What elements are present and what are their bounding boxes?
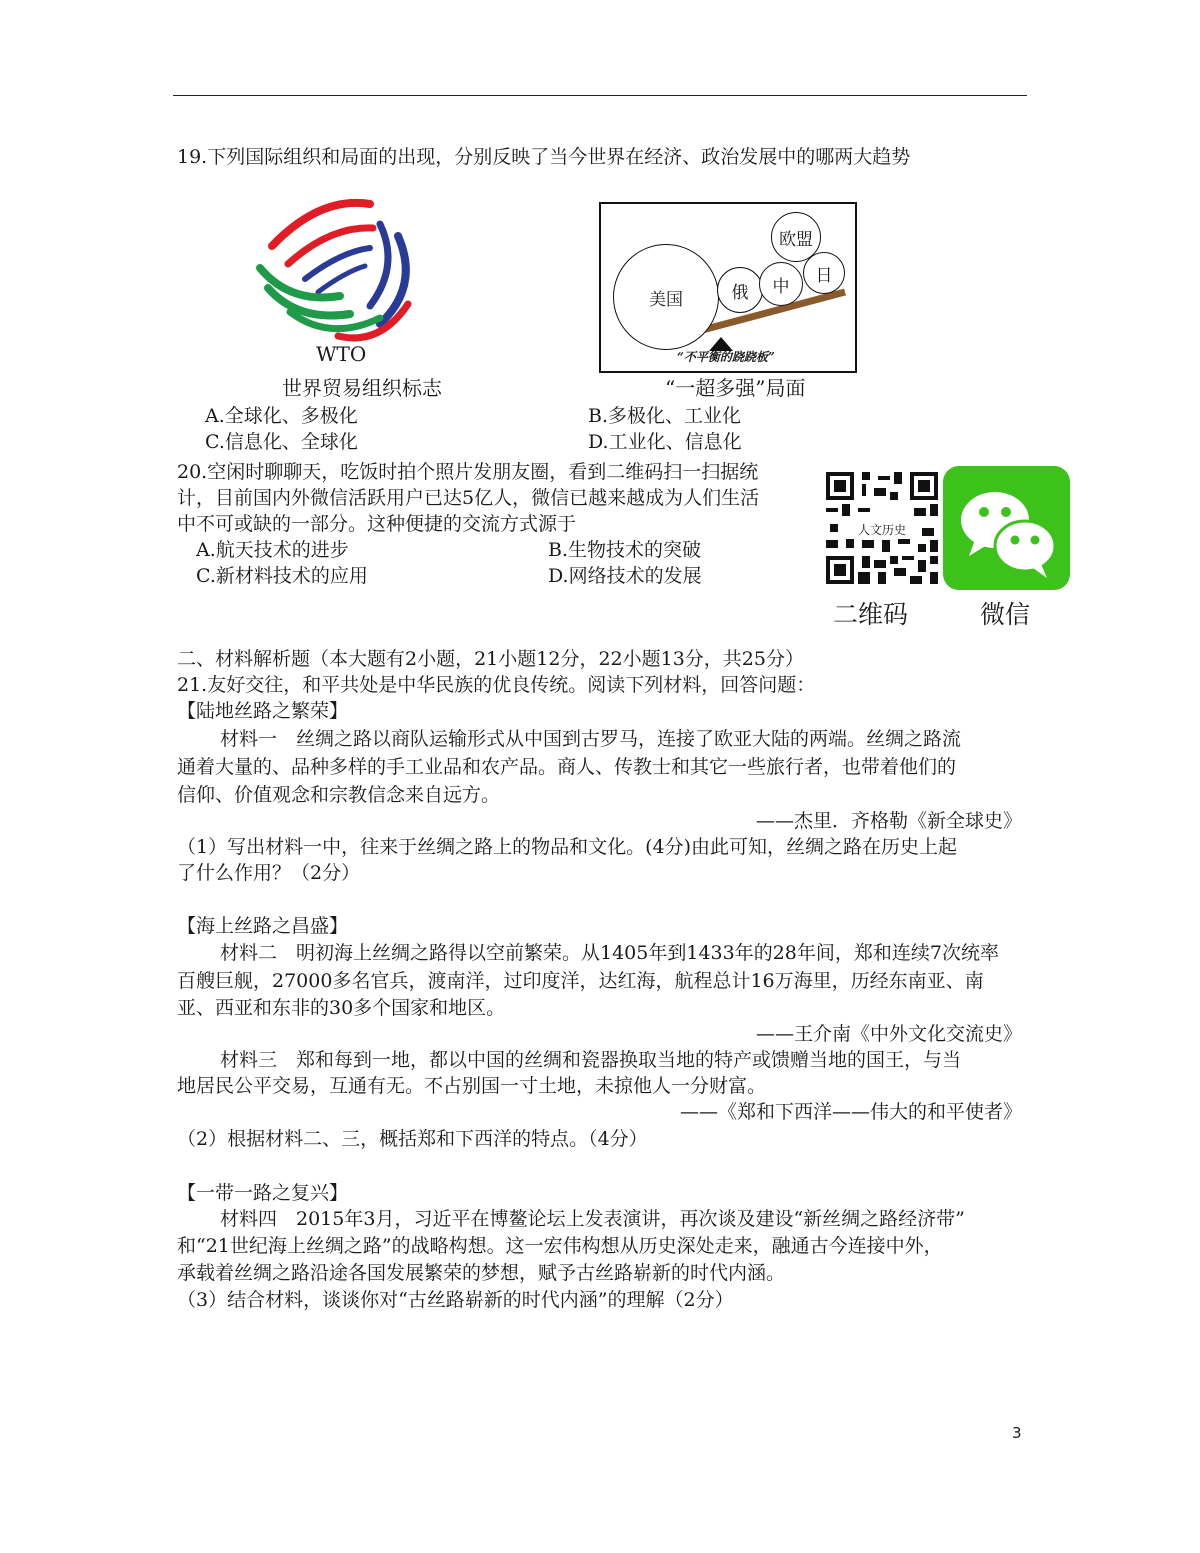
wechat-caption: 微信 — [980, 600, 1031, 629]
q19-option-c: C.信息化、全球化 — [205, 431, 358, 453]
material2-line2: 百艘巨舰，27000多名官兵，渡南洋，过印度洋，达红海，航程总计16万海里，历经东南亚、南 — [177, 970, 984, 992]
circle-china: 中 — [759, 262, 803, 306]
material2-line3: 亚、西亚和东非的30多个国家和地区。 — [177, 997, 506, 1019]
q21-sub1-line1: （1）写出材料一中，往来于丝绸之路上的物品和文化。(4分)由此可知，丝绸之路在历史上起 — [177, 836, 958, 858]
material3-line2: 地居民公平交易，互通有无。不占别国一寸土地，未掠他人一分财富。 — [177, 1075, 767, 1097]
wto-arc-blue-3 — [370, 224, 388, 306]
material2-source: ——王介南《中外文化交流史》 — [755, 1023, 1022, 1045]
wto-logo-text: WTO — [316, 342, 367, 366]
q21-stem: 21.友好交往，和平共处是中华民族的优良传统。阅读下列材料，回答问题： — [177, 674, 816, 696]
wechat-logo-icon — [943, 466, 1070, 590]
material1-line2: 通着大量的、品种多样的手工业品和农产品。商人、传教士和其它一些旅行者，也带着他们的 — [177, 756, 957, 778]
part2-title: 【海上丝路之昌盛】 — [177, 915, 349, 937]
material1-line1: 材料一 丝绸之路以商队运输形式从中国到古罗马，连接了欧亚大陆的两端。丝绸之路流 — [220, 728, 962, 750]
material4-line3: 承载着丝绸之路沿途各国发展繁荣的梦想，赋予古丝路崭新的时代内涵。 — [177, 1262, 786, 1284]
q20-option-d: D.网络技术的发展 — [548, 565, 702, 587]
q19-option-d: D.工业化、信息化 — [588, 431, 742, 453]
header-rule — [173, 95, 1027, 96]
page-number: 3 — [1012, 1424, 1022, 1442]
q20-stem-line2: 计，目前国内外微信活跃用户已达5亿人，微信已越来越成为人们生活 — [177, 487, 760, 509]
q20-option-b: B.生物技术的突破 — [548, 539, 702, 561]
wto-caption: 世界贸易组织标志 — [282, 376, 442, 400]
material4-line2: 和“21世纪海上丝绸之路”的战略构想。这一宏伟构想从历史深处走来，融通古今连接中外， — [177, 1235, 943, 1257]
wto-arc-green-2 — [268, 288, 350, 316]
q20-option-a: A.航天技术的进步 — [196, 539, 349, 561]
wechat-bubbles-icon — [943, 466, 1070, 590]
seesaw-figure — [599, 202, 857, 373]
wto-arc-red-2 — [288, 228, 373, 264]
material3-line1: 材料三 郑和每到一地，都以中国的丝绸和瓷器换取当地的特产或馈赠当地的国王，与当 — [220, 1049, 962, 1071]
material2-line1: 材料二 明初海上丝绸之路得以空前繁荣。从1405年到1433年的28年间，郑和连续7次统率 — [220, 942, 999, 964]
qr-tag-label: 人文历史 — [843, 521, 921, 539]
wto-arc-blue-2 — [318, 266, 365, 292]
circle-eu: 欧盟 — [771, 212, 821, 262]
section2-heading: 二、材料解析题（本大题有2小题，21小题12分，22小题13分，共25分） — [177, 648, 804, 670]
q21-sub3: （3）结合材料，谈谈你对“古丝路崭新的时代内涵”的理解（2分） — [177, 1289, 734, 1311]
material3-source: ——《郑和下西洋——伟大的和平使者》 — [679, 1101, 1022, 1123]
q20-option-c: C.新材料技术的应用 — [196, 565, 368, 587]
circle-usa: 美国 — [613, 244, 719, 350]
q19-stem: 19.下列国际组织和局面的出现，分别反映了当今世界在经济、政治发展中的哪两大趋势 — [177, 146, 911, 168]
material4-line1: 材料四 2015年3月，习近平在博鳌论坛上发表演讲，再次谈及建设“新丝绸之路经济带” — [220, 1208, 965, 1230]
q20-stem-line3: 中不可或缺的一部分。这种便捷的交流方式源于 — [177, 513, 577, 535]
seesaw-label: “不平衡的跷跷板” — [677, 350, 775, 364]
q19-option-a: A.全球化、多极化 — [205, 405, 358, 427]
material1-source: ——杰里．齐格勒《新全球史》 — [755, 810, 1022, 832]
material1-line3: 信仰、价值观念和宗教信念来自远方。 — [177, 784, 501, 806]
qr-caption: 二维码 — [833, 600, 909, 629]
seesaw-caption: “一超多强”局面 — [665, 376, 806, 400]
part1-title: 【陆地丝路之繁荣】 — [177, 700, 349, 722]
q21-sub2: （2）根据材料二、三，概括郑和下西洋的特点。（4分） — [177, 1128, 648, 1150]
q21-sub1-line2: 了什么作用？（2分） — [177, 862, 361, 884]
wto-arc-blue-1 — [305, 248, 370, 279]
q19-option-b: B.多极化、工业化 — [588, 405, 742, 427]
circle-japan: 日 — [803, 252, 845, 294]
circle-russia: 俄 — [717, 267, 763, 313]
q20-stem-line1: 20.空闲时聊聊天，吃饭时拍个照片发朋友圈，看到二维码扫一扫据统 — [177, 461, 759, 483]
part3-title: 【一带一路之复兴】 — [177, 1182, 349, 1204]
